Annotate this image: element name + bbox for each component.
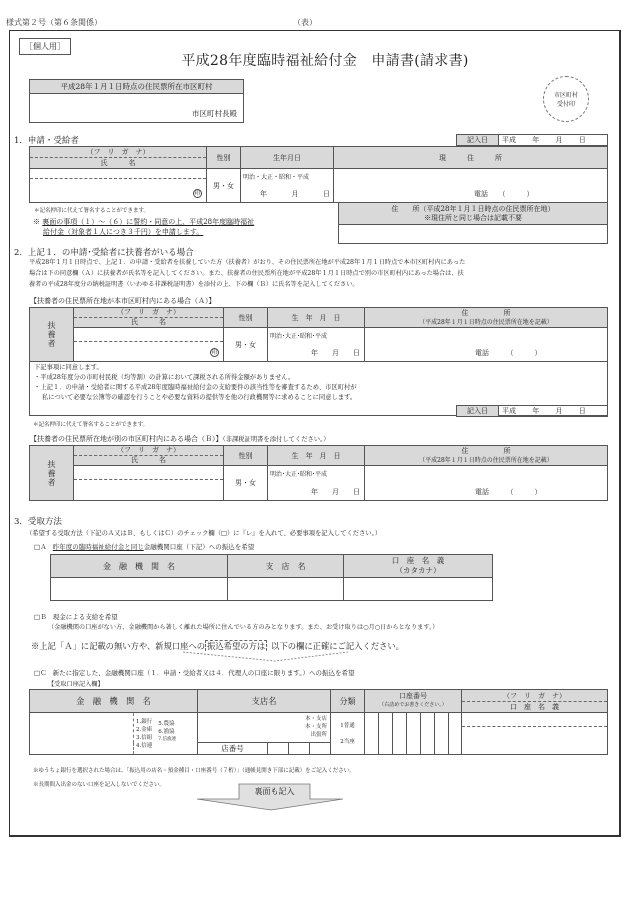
current-address-field[interactable] bbox=[334, 169, 608, 203]
c-branch-header: 支店名 bbox=[198, 690, 331, 713]
supporter-label: 扶養者 bbox=[30, 446, 74, 501]
supporter-address-label: 住 所 bbox=[461, 308, 511, 317]
a-holder-field[interactable] bbox=[344, 578, 493, 601]
supporter-address-label: 住 所 bbox=[461, 446, 511, 455]
reverse-side-arrow bbox=[195, 783, 345, 827]
reverse-side-label: 裏面も記入 bbox=[254, 787, 295, 796]
option-b-text: 現金による支給を希望 bbox=[52, 613, 118, 621]
supporter-b-gender-field[interactable]: 男・女 bbox=[224, 466, 268, 501]
entry-date-1[interactable] bbox=[456, 134, 608, 146]
section3-heading: 3．受取方法 bbox=[14, 517, 62, 527]
section2-para-line1: 平成28年１月１日時点で、上記１．の申請・受給者を扶養していた方（扶養者）がおり、その住民票所在地が平成28年１月１日時点で本市区町村内にあった bbox=[29, 259, 466, 266]
era-options: 明治･大正･昭和･平成 bbox=[270, 333, 328, 340]
section2-heading: 2．上記１．の申請･受給者に扶養者がいる場合 bbox=[14, 248, 194, 258]
supporter-birth-label: 生 年 月 日 bbox=[268, 446, 365, 466]
furigana-separator bbox=[30, 178, 206, 179]
section2-para-line3: 養者の平成28年度分の納税証明書（いわゆる非課税証明書）を添付の上、下の欄（Ｂ）に氏名等を記入してください。 bbox=[29, 281, 359, 288]
a-holder-header: 口 座 名 義 bbox=[391, 556, 445, 565]
entry-date-era: 平成 bbox=[502, 407, 516, 415]
applicant-name-field[interactable] bbox=[30, 169, 207, 203]
consent-line1: 下記事項に同意します。 bbox=[34, 364, 103, 371]
c-furigana-header: （フ リ ガ ナ） bbox=[462, 691, 607, 702]
a-bank-field[interactable] bbox=[51, 578, 228, 601]
a-holder-katakana: （カタカナ） bbox=[395, 566, 441, 575]
account-digit-2[interactable] bbox=[379, 713, 393, 755]
supporter-gender-label: 性別 bbox=[224, 308, 268, 328]
entry-date-label: 記入日 bbox=[457, 135, 499, 146]
c-account-number-header: 口座番号 bbox=[399, 692, 427, 700]
supporter-a-name-field[interactable] bbox=[74, 328, 224, 362]
birthdate-field[interactable] bbox=[241, 169, 334, 203]
account-digit-5[interactable] bbox=[421, 713, 435, 755]
municipality-suffix: 市区町村長殿 bbox=[192, 109, 237, 118]
pledge-mark: ※ bbox=[33, 218, 40, 226]
supporter-a-address-field[interactable] bbox=[365, 328, 608, 362]
c-branch-field[interactable]: 本・支店 本・支所 出張所 bbox=[198, 713, 331, 743]
supporter-b-birth-field[interactable] bbox=[268, 466, 365, 501]
branch-digit-3[interactable] bbox=[310, 743, 331, 755]
account-digit-7[interactable] bbox=[449, 713, 462, 755]
supporter-name-label: 氏 名 bbox=[131, 456, 166, 464]
pledge-line1: 裏面の事項（１）～（６）に誓約・同意の上、平成28年度臨時福祉 bbox=[42, 218, 255, 226]
pledge-line2: 給付金（対象者１人につき３千円）を申請します。 bbox=[43, 228, 204, 236]
phone-label: 電話 （ ） bbox=[474, 190, 534, 198]
note-dormant: ※長期間入出金のない口座を記入しないでください。 bbox=[33, 782, 166, 788]
registered-address-label: 住 所（平成28年１月１日時点の住民票所在地） bbox=[391, 204, 555, 213]
section2-paragraph bbox=[29, 257, 619, 290]
bank-type-options[interactable]: 1.銀行 2.金庫 3.信組 4.信連 5.農協 6.漁協 7.信漁連 bbox=[134, 713, 198, 755]
supporter-b-address-field[interactable] bbox=[365, 466, 608, 501]
c-table-title: 【受取口座記入欄】 bbox=[48, 681, 104, 688]
entry-date-month: 月 bbox=[555, 407, 563, 415]
option-b-note: （金融機関の口座がない方、金融機関から著しく離れた場所に住んでいる方のみとなります。また、お受け取りは○月○日からとなります。） bbox=[48, 624, 439, 631]
supporter-address-sub: （平成28年１月１日時点の住民票所在地を記載） bbox=[419, 456, 553, 464]
address-label: 現 住 所 bbox=[334, 147, 608, 169]
supporter-furigana-label: （フ リ ガ ナ） bbox=[74, 308, 223, 318]
section2-para-line2: 場合は下の同意欄（Ａ）に扶養者が氏名等を記入してください。また、扶養者の住民票所在地が平成28年１月１日時点で別の市区町村内にあった場合は、扶 bbox=[29, 270, 464, 277]
gender-field[interactable]: 男・女 bbox=[207, 169, 241, 203]
supporter-b-heading: 【扶養者の住民票所在地が別の市区町村内にある場合（Ｂ）】（非課税証明書を添付してください。） bbox=[30, 435, 330, 443]
birth-month: 月 bbox=[291, 190, 299, 198]
supporter-b-name-field[interactable] bbox=[74, 466, 224, 501]
stamp-line2: 受付印 bbox=[556, 101, 575, 108]
consent-line2: ・平成28年度分の市町村民税（均等割）の計算において課税される所得金額がありません。 bbox=[34, 374, 295, 381]
furigana-separator bbox=[462, 726, 607, 727]
note-yucho: ※ゆうちょ銀行を選択された場合は、「振込用の店名・預金種目・口座番号（７桁）」（通帳見開き下部に記載）をご記入ください。 bbox=[33, 768, 355, 774]
option-a-text: 金融機関口座（下記）への振込を希望 bbox=[143, 543, 255, 551]
supporter-a-heading: 【扶養者の住民票所在地が本市区町村内にある場合（Ａ）】 bbox=[30, 297, 216, 305]
category-options[interactable]: 1普通 2当座 bbox=[331, 713, 365, 755]
option-c-text: 新たに指定した、金融機関口座（１．申請・受給者又は４．代理人の口座に限ります。）への振込を希望 bbox=[52, 669, 355, 677]
account-digit-6[interactable] bbox=[435, 713, 449, 755]
municipality-header: 平成28年１月１日時点の住民票所在市区町村 bbox=[30, 80, 243, 94]
callout-highlight: 振込希望の方は bbox=[207, 641, 266, 651]
option-a-underlined: 昨年度の臨時福祉給付金と同じ bbox=[52, 543, 144, 551]
personal-use-tag: ［個人用］ bbox=[19, 38, 71, 55]
c-category-header: 分類 bbox=[331, 690, 365, 713]
stamp-line1: 市区町村 bbox=[553, 92, 578, 99]
option-a-table bbox=[50, 554, 493, 601]
form-number: 様式第２号（第６条関係） bbox=[6, 18, 102, 27]
option-a-checkbox[interactable]: □Ａ bbox=[34, 543, 47, 551]
applicant-table bbox=[29, 146, 608, 203]
supporter-birth-label: 生 年 月 日 bbox=[268, 308, 365, 328]
account-digit-3[interactable] bbox=[393, 713, 407, 755]
registered-address-table bbox=[338, 202, 608, 244]
account-digit-1[interactable] bbox=[365, 713, 379, 755]
account-digit-4[interactable] bbox=[407, 713, 421, 755]
supporter-label: 扶養者 bbox=[30, 308, 74, 362]
reception-stamp-area bbox=[543, 76, 589, 122]
entry-date-year: 年 bbox=[532, 136, 540, 144]
birth-day: 日 bbox=[323, 190, 330, 198]
seal-mark-icon: 印 bbox=[194, 190, 201, 197]
callout-dashed-arrow bbox=[180, 651, 350, 663]
a-bank-header: 金 融 機 関 名 bbox=[51, 555, 228, 578]
supporter-a-gender-field[interactable]: 男・女 bbox=[224, 328, 268, 362]
era-options: 明治・大正・昭和・平成 bbox=[243, 174, 310, 181]
branch-digit-1[interactable] bbox=[268, 743, 289, 755]
entry-date-year: 年 bbox=[532, 407, 540, 415]
option-a[interactable] bbox=[34, 542, 254, 551]
birth-ymd: 年 月 日 bbox=[311, 488, 360, 496]
c-bank-header: 金 融 機 関 名 bbox=[30, 690, 198, 713]
option-b[interactable] bbox=[34, 612, 118, 621]
consent-line4: 私について必要な公簿等の確認を行うことや必要な資料の提供等を他の行政機関等に求めることに同意します。 bbox=[42, 394, 357, 401]
option-c-table bbox=[29, 689, 608, 755]
c-bank-name-field[interactable] bbox=[30, 713, 134, 755]
entry-date-2[interactable] bbox=[456, 405, 608, 417]
pledge-text bbox=[33, 217, 254, 237]
seal-mark-icon: 印 bbox=[211, 349, 218, 356]
a-branch-header: 支 店 名 bbox=[228, 555, 344, 578]
entry-date-month: 月 bbox=[555, 136, 563, 144]
era-options: 明治･大正･昭和･平成 bbox=[270, 471, 328, 478]
page-side-label: （表） bbox=[293, 18, 317, 27]
branch-number-label: 店番号 bbox=[198, 743, 268, 755]
section3-instruction: （希望する受取方法（下記のＡ又はＢ、もしくはＣ）のチェック欄（□）に『レ』を入れて、必要事項を記入してください。） bbox=[26, 530, 382, 537]
furigana-label: （フ リ ガ ナ） bbox=[30, 147, 206, 158]
supporter-a-birth-field[interactable] bbox=[268, 328, 365, 362]
supporter-address-sub: （平成28年１月１日時点の住民票所在地を記載） bbox=[419, 318, 553, 326]
phone-label: 電話 （ ） bbox=[475, 349, 542, 357]
supporter-name-label: 氏 名 bbox=[131, 318, 166, 326]
supporter-b-table bbox=[29, 445, 608, 501]
entry-date-day: 日 bbox=[578, 136, 586, 144]
entry-date-label: 記入日 bbox=[457, 406, 499, 417]
entry-date-day: 日 bbox=[578, 407, 586, 415]
gender-label: 性別 bbox=[207, 147, 241, 169]
furigana-separator bbox=[74, 341, 223, 342]
signature-note-2: ＊記名押印に代えて署名することができます。 bbox=[33, 422, 149, 428]
furigana-separator bbox=[74, 479, 223, 480]
option-b-checkbox[interactable]: □Ｂ bbox=[34, 613, 47, 621]
supporter-furigana-label: （フ リ ガ ナ） bbox=[74, 446, 223, 456]
c-holder-header: 口 座 名 義 bbox=[510, 702, 559, 711]
registered-address-note: ※現住所と同じ場合は記載不要 bbox=[424, 213, 522, 222]
option-c-checkbox[interactable]: □Ｃ bbox=[34, 669, 47, 677]
c-account-number-note: （右詰めでお書きください。） bbox=[379, 702, 447, 708]
a-branch-field[interactable] bbox=[228, 578, 344, 601]
section1-heading: 1．申請・受給者 bbox=[14, 136, 79, 146]
form-title: 平成28年度臨時福祉給付金 申請書(請求書) bbox=[181, 53, 469, 69]
supporter-gender-label: 性別 bbox=[224, 446, 268, 466]
phone-label: 電話 （ ） bbox=[475, 488, 542, 496]
birth-ymd: 年 月 日 bbox=[311, 349, 360, 357]
branch-digit-2[interactable] bbox=[289, 743, 310, 755]
consent-line3: ・上記１．の申請・受給者に関する平成28年度臨時福祉給付金の支給要件の該当性等を審査するため、市区町村が bbox=[34, 384, 357, 391]
entry-date-era: 平成 bbox=[502, 136, 516, 144]
registered-address-field[interactable] bbox=[339, 225, 608, 244]
supporter-a-table bbox=[29, 307, 608, 362]
municipality-box[interactable] bbox=[29, 79, 244, 123]
birth-year: 年 bbox=[260, 190, 267, 198]
signature-note-1: ＊記名押印に代えて署名することができます。 bbox=[34, 208, 150, 214]
option-c[interactable] bbox=[34, 668, 354, 677]
name-label: 氏 名 bbox=[100, 159, 136, 167]
c-holder-field[interactable] bbox=[462, 713, 608, 755]
birthdate-label: 生年月日 bbox=[241, 147, 334, 169]
callout-text: ※上記「Ａ」に記載の無い方や、新規口座への 振込希望の方は 以下の欄に正確にご記入ください。 bbox=[31, 641, 404, 651]
